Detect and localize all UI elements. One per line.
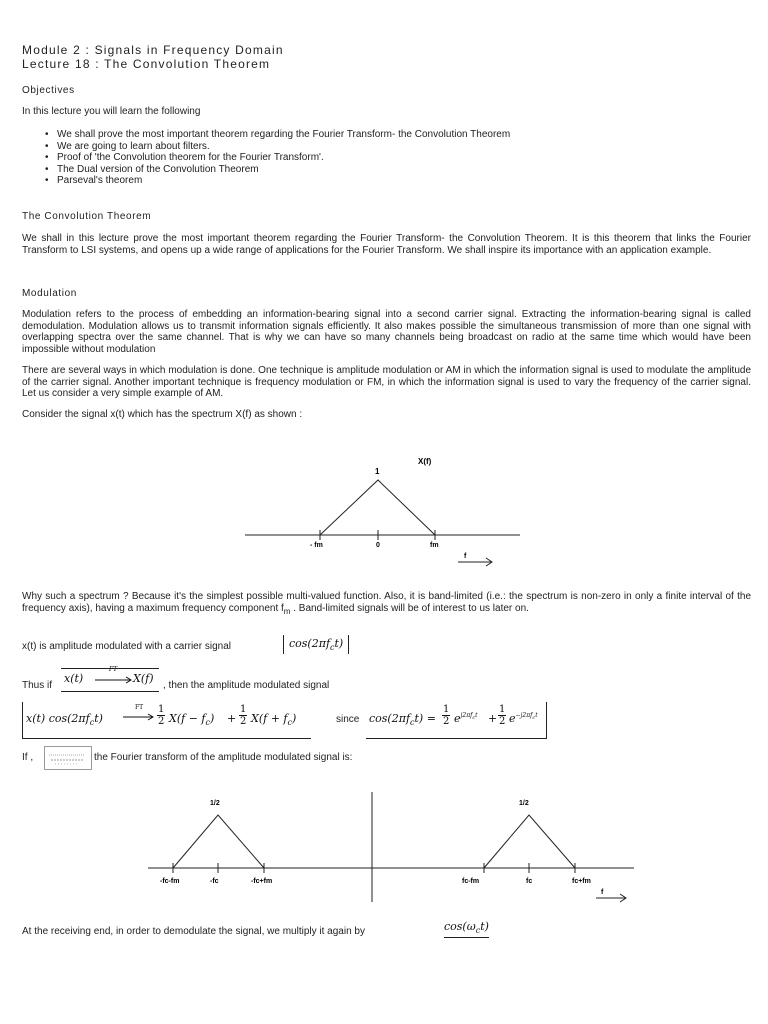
term1-sub: c <box>205 718 210 728</box>
formula-lhs-text: x(t) cos(2πf <box>26 712 90 725</box>
fraction-denominator: 2 <box>443 716 450 727</box>
term1-end: ) <box>209 712 215 725</box>
figure2-axis-label: f <box>601 889 604 896</box>
figure1-triangle <box>320 480 435 535</box>
figure2-peak-left: 1/2 <box>210 800 220 807</box>
carrier-end: t) <box>334 637 344 650</box>
list-item: • Proof of 'the Convolution theorem for the Fourier Transform'. <box>45 152 725 164</box>
exp2-sup-end: t <box>535 712 538 720</box>
fraction-numerator: 1 <box>240 704 247 715</box>
term1-text: X(f − f <box>169 712 206 725</box>
list-item: • We shall prove the most important theorem regarding the Fourier Transform- the Convolution Theorem <box>45 129 725 141</box>
garbled-formula-image <box>44 746 92 770</box>
ft-pair-box <box>61 668 159 692</box>
exp1-sup-end: t <box>475 712 478 720</box>
why-subscript: m <box>283 606 291 616</box>
cos-plus: + <box>488 712 498 725</box>
cos-lhs-sub: c <box>410 718 415 728</box>
modulation-heading: Modulation <box>22 288 77 299</box>
cos-fraction <box>498 704 506 727</box>
term2-text: X(f + f <box>251 712 288 725</box>
figure2-tick-label: fc <box>526 878 533 885</box>
cos-fraction <box>442 704 450 727</box>
exp-term-1 <box>454 712 478 725</box>
fraction-numerator: 1 <box>443 704 450 715</box>
formula-term2 <box>251 712 296 727</box>
exp2-base: e <box>509 712 516 725</box>
modulation-paragraph-1: Modulation refers to the process of embedding an information-bearing signal into a second carrier signal. Extracting the information-bearing signal is called demodulation. Modulation allows us to transmit information signals efficiently. It also makes possible the simultaneous transmission of more than one signal with overlapping spectra over the same channel. That is why we can have so many channels being broadcast on radio at the same time which would have been impossible without modulation <box>22 309 751 355</box>
exp2-sup-sub: c <box>532 715 536 722</box>
since-label: since <box>336 714 360 725</box>
list-item: • Parseval's theorem <box>45 175 725 187</box>
cos-lhs <box>369 712 436 727</box>
if-prefix: If , <box>22 752 34 763</box>
thus-prefix: Thus if <box>22 680 53 691</box>
figure2-peak-right: 1/2 <box>519 800 529 807</box>
formula-lhs-end: t) <box>94 712 103 725</box>
figure2-tick-label: -fc <box>210 878 219 885</box>
formula-fraction <box>239 704 247 727</box>
list-item: • The Dual version of the Convolution Theorem <box>45 164 725 176</box>
figure1-peak-label: 1 <box>375 467 380 476</box>
figure2-tick-label: -fc-fm <box>160 878 180 885</box>
why-text-b: . Band-limited signals will be of interest to us later on. <box>290 602 529 614</box>
fraction-numerator: 1 <box>499 704 506 715</box>
formula-term1 <box>169 712 214 727</box>
figure2-tick-label: fc-fm <box>462 878 480 885</box>
receiving-formula <box>444 920 489 938</box>
figure1-tick-label: - fm <box>310 542 323 549</box>
exp2-sup: −j2πf <box>515 712 533 720</box>
term2-sub: c <box>287 718 292 728</box>
figure2-tick-label: -fc+fm <box>251 878 273 885</box>
objectives-list <box>45 129 725 187</box>
receiving-cos-end: t) <box>480 920 489 933</box>
cos-lhs-text: cos(2πf <box>369 712 411 725</box>
objectives-intro: In this lecture you will learn the following <box>22 106 201 117</box>
figure1-tick-label: 0 <box>376 542 380 549</box>
figure1-tick-label: fm <box>430 542 439 549</box>
exp1-base: e <box>454 712 461 725</box>
fraction-numerator: 1 <box>158 704 165 715</box>
exp1-sup-sub: c <box>472 715 476 722</box>
ft-arrow <box>95 676 133 684</box>
cos-identity-box <box>366 702 547 739</box>
formula-lhs <box>26 712 103 727</box>
receiving-cos-sub: c <box>475 926 481 936</box>
exp1-sup: j2πf <box>460 712 473 720</box>
lecture-title: Lecture 18 : The Convolution Theorem <box>22 57 271 71</box>
carrier-text: cos(2πf <box>289 637 331 650</box>
fraction-denominator: 2 <box>158 716 165 727</box>
objectives-heading: Objectives <box>22 85 75 96</box>
fraction-denominator: 2 <box>499 716 506 727</box>
ft-label: FT <box>109 666 118 673</box>
figure2-triangle-right <box>484 815 575 868</box>
receiving-cos: cos(ω <box>444 920 476 933</box>
figure2-tick-label: fc+fm <box>572 878 591 885</box>
formula-arrow-label: FT <box>135 704 144 711</box>
figure2-triangle-left <box>173 815 264 868</box>
cos-lhs-end: t) = <box>414 712 436 725</box>
am-formula-box <box>22 702 311 739</box>
figure1-title: X(f) <box>418 457 432 466</box>
spectrum-figure-2 <box>140 790 640 905</box>
formula-fraction <box>157 704 165 727</box>
why-text-a: Why such a spectrum ? Because it's the simplest possible multi-valued function. Also, it is band-limited (i.e.: the spectrum is non-zero in only a finite interval of the frequency axis), having a maximum frequency component f <box>22 591 751 614</box>
carrier-formula <box>283 635 349 654</box>
term2-end: ) <box>291 712 297 725</box>
consider-text: Consider the signal x(t) which has the spectrum X(f) as shown : <box>22 409 303 420</box>
formula-arrow <box>123 713 155 721</box>
thus-suffix: , then the amplitude modulated signal <box>163 680 330 691</box>
exp-term-2 <box>509 712 538 725</box>
figure1-axis-label: f <box>464 553 467 560</box>
ft-lhs: x(t) <box>64 672 84 685</box>
garbled-formula-graphic <box>45 747 91 769</box>
module-title: Module 2 : Signals in Frequency Domain <box>22 43 284 57</box>
formula-lhs-sub: c <box>89 718 95 728</box>
convolution-paragraph: We shall in this lecture prove the most important theorem regarding the Fourier Transform- the Convolution Theorem. It is this theorem that links the Fourier Transform to LSI systems, and opens up a wide range of applications for the Fourier Transform. We shall inspire its importance with an application example. <box>22 233 751 256</box>
if-suffix: the Fourier transform of the amplitude modulated signal is: <box>94 752 353 763</box>
why-paragraph <box>22 591 751 617</box>
convolution-heading: The Convolution Theorem <box>22 211 152 222</box>
am-line: x(t) is amplitude modulated with a carrier signal <box>22 641 231 652</box>
receiving-text: At the receiving end, in order to demodulate the signal, we multiply it again by <box>22 926 365 937</box>
carrier-sub: c <box>330 643 335 653</box>
modulation-paragraph-2: There are several ways in which modulation is done. One technique is amplitude modulation or AM in which the information signal is used to modulate the amplitude of the carrier signal. Another important technique is frequency modulation or FM, in which the information signal is used to vary the frequency of the carrier signal. Let us consider a very simple example of AM. <box>22 365 751 400</box>
fraction-denominator: 2 <box>240 716 247 727</box>
formula-plus: + <box>227 712 237 725</box>
ft-rhs: X(f) <box>133 672 154 685</box>
spectrum-figure-1 <box>240 450 530 570</box>
list-item: • We are going to learn about filters. <box>45 141 725 153</box>
